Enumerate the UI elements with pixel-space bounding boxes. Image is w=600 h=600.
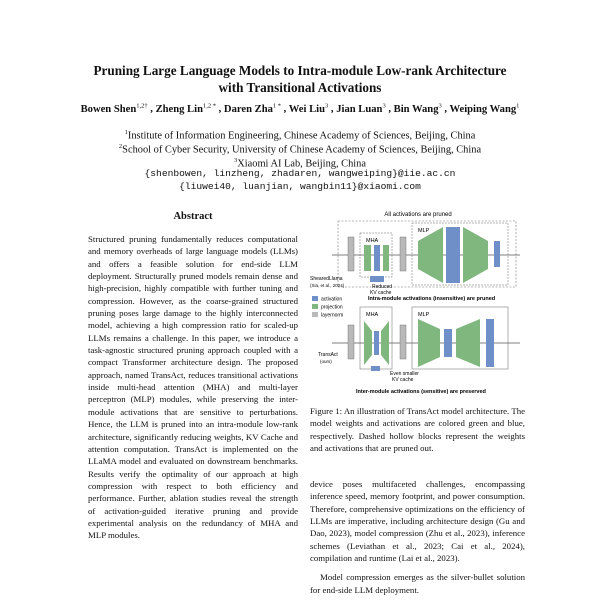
sheared-llama-cite: (Xia, et al., 2024) xyxy=(310,283,345,288)
mha-label-top: MHA xyxy=(366,238,379,244)
mlp-up-projection xyxy=(418,227,443,283)
author: Bin Wang$^3$ xyxy=(393,102,442,115)
legend-projection-label: projection xyxy=(321,304,343,311)
mha-label-bottom: MHA xyxy=(366,312,379,318)
smaller-kv-label: Even smaller xyxy=(390,371,419,377)
mlp-down-projection xyxy=(463,227,488,283)
paper-title xyxy=(40,62,560,96)
layernorm-block xyxy=(400,237,406,271)
mlp-label-top: MLP xyxy=(418,228,430,234)
mlp-output-activation xyxy=(494,241,500,267)
email-line-2: {liuwei40, luanjian, wangbin11}@xiaomi.com xyxy=(179,181,421,192)
mlp-low-rank-up xyxy=(418,319,440,367)
abstract-heading: Abstract xyxy=(173,211,213,222)
mha-weight xyxy=(364,245,371,271)
figure-1-diagram xyxy=(308,207,528,399)
mlp-output-activation xyxy=(486,319,494,367)
small-kv-cache-block xyxy=(371,366,380,371)
figure-caption: Figure 1: An illustration of TransAct model architecture. The model weights and activations are colored green and blue, respectively. Dashed hollow blocks represent the weights and activations that are pruned out. xyxy=(310,406,525,453)
intro-paragraph-2: Model compression emerges as the silver-bullet solution for end-side LLM deployment. xyxy=(310,572,525,595)
abstract-body: Structured pruning fundamentally reduces computational and memory overheads of large language models (LLMs) and offers a feasible solution for end-side LLM deployment. Structurally pruned models remain dense and high-precision, highly compatible with further tuning and compression. However, as the coarse-grained structured pruning poses large damage to the highly interconnected model, achieving a high compression ratio for scaled-up LLMs remains a challenge. In this paper, we introduce a task-agnostic structured pruning approach coupled with a compact Transformer architecture design. The proposed approach, named TransAct, reduces transitional activations inside multi-head attention (MHA) and multi-layer perceptron (MLP) modules, while preserving the inter-module activations that are sensitive to perturbations. Hence, the LLM is pruned into an intra-module low-rank architecture, significantly reducing weights, KV Cache and attention computation. TransAct is implemented on the LLaMA model and evaluated on downstream benchmarks. Results verify the optimality of our approach at high compression with respect to both efficiency and performance. Further, ablation studies reveal the strength of activation-guided iterative pruning and provide experimental analysis on the redundancy of MHA and MLP modules. xyxy=(88,234,298,541)
mlp-low-rank-down xyxy=(456,319,480,367)
mid-caption-label: Intra-module activations (insensitive) are pruned xyxy=(368,296,496,302)
reduced-kv-label-2: KV cache xyxy=(370,290,392,296)
kv-cache-block xyxy=(370,276,384,282)
author: Bowen Shen$^{1,2\dagger}$ xyxy=(80,102,148,115)
bottom-caption-label: Inter-module activations (sensitive) are preserved xyxy=(356,389,486,395)
email-line-1: {shenbowen, linzheng, zhadaren, wangweiping}@iie.ac.cn xyxy=(144,168,456,179)
legend-projection-swatch xyxy=(312,304,318,309)
author: Weiping Wang$^1$ xyxy=(449,102,520,115)
mha-low-rank-weight xyxy=(364,321,372,365)
legend-activation-swatch xyxy=(312,296,318,301)
transact-label: TransAct xyxy=(318,352,338,358)
legend-activation-label: activation xyxy=(321,296,343,303)
layernorm-block xyxy=(348,237,354,271)
reduced-kv-label: Reduced xyxy=(372,284,393,290)
affiliation-1: $^1$Institute of Information Engineering, Chinese Academy of Sciences, Beijing, China xyxy=(124,129,476,142)
mha-low-rank-activation xyxy=(374,331,379,355)
mha-activation xyxy=(374,245,380,271)
legend-layernorm-label: layernorm xyxy=(321,312,344,319)
mlp-label-bottom: MLP xyxy=(418,312,430,318)
sheared-llama-label: ShearedLlama xyxy=(310,276,343,282)
mlp-activation xyxy=(446,227,460,283)
title-line-2: with Transitional Activations xyxy=(218,80,382,95)
transact-sub-label: (ours) xyxy=(320,359,332,364)
author: Wei Liu$^3$ xyxy=(288,102,329,115)
layernorm-block xyxy=(400,325,406,359)
affiliation-2: $^2$School of Cyber Security, University of Chinese Academy of Sciences, Beijing, China xyxy=(118,143,482,156)
mlp-low-rank-activation xyxy=(444,329,452,357)
title-line-1: Pruning Large Language Models to Intra-module Low-rank Architecture xyxy=(93,63,507,78)
author: Jian Luan$^3$ xyxy=(336,102,386,115)
intro-text xyxy=(310,478,525,596)
author-list: Bowen Shen$^{1,2\dagger}$ , Zheng Lin$^{1,2 *}$ , Daren Zha$^{1 *}$ , Wei Liu$^3$ , Jian Luan$^3$ , Bin Wang$^3$ , Weiping Wang$^1$ xyxy=(80,102,520,115)
smaller-kv-label-2: KV cache xyxy=(392,377,414,383)
layernorm-block xyxy=(348,325,354,359)
legend-layernorm-swatch xyxy=(312,312,318,317)
mha-low-rank-weight xyxy=(381,321,389,365)
intro-paragraph-1: device poses multifaceted challenges, encompassing inference speed, memory footprint, and power consumption. Therefore, comprehensive optimizations on the efficiency of LLMs are imperative, including architecture design (Gu and Dao, 2023), model compression (Zhu et al., 2023), inference schemes (Leviathan et al., 2023; Cai et al., 2024), compilation and runtime (Lai et al., 2023). xyxy=(310,479,525,564)
author: Zheng Lin$^{1,2 *}$ xyxy=(155,102,216,115)
affiliation-3: $^3$Xiaomi AI Lab, Beijing, China xyxy=(234,157,366,170)
top-caption-label: All activations are pruned xyxy=(384,212,452,218)
mha-weight xyxy=(383,245,389,271)
author: Daren Zha$^{1 *}$ xyxy=(223,102,282,115)
